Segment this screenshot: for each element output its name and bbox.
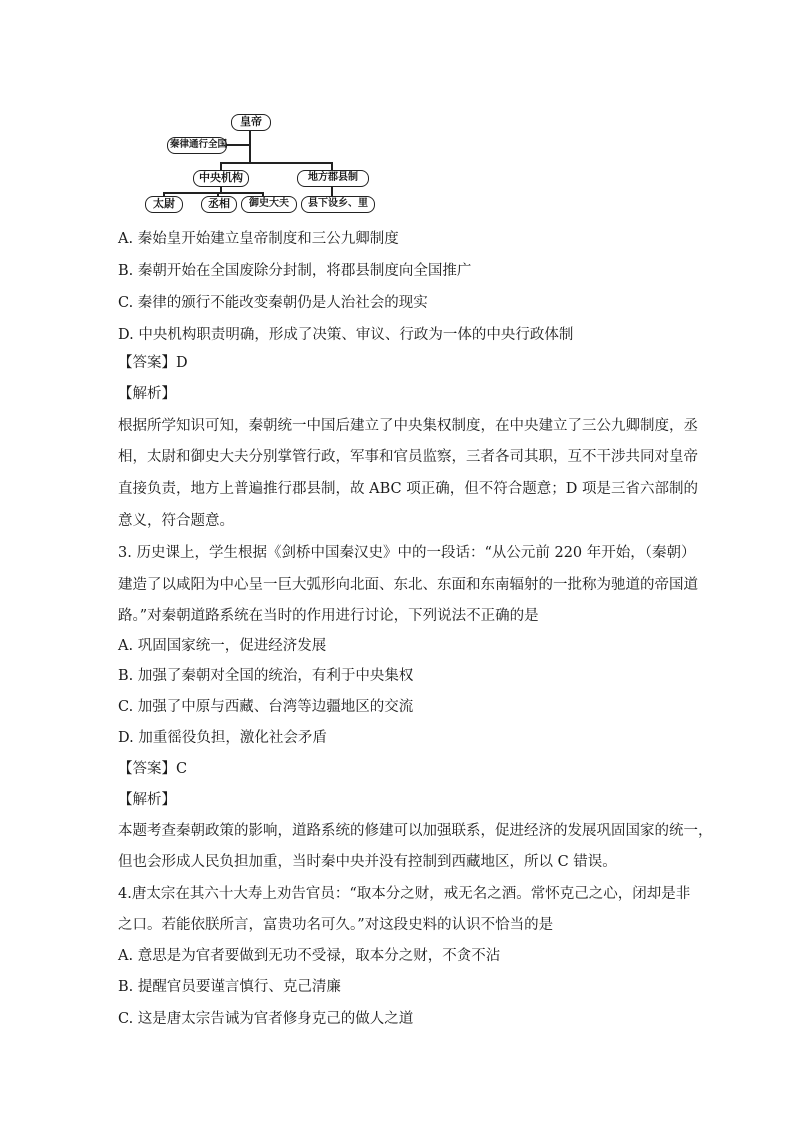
node-local-commandery-county: 地方郡县制 [297, 170, 369, 187]
q3-option-a: A. 巩固国家统一，促进经济发展 [118, 638, 327, 654]
connector-line [249, 130, 251, 163]
q2-analysis-line: 意义，符合题意。 [118, 513, 234, 529]
connector-line [220, 162, 332, 164]
q3-option-c: C. 加强了中原与西藏、台湾等边疆地区的交流 [118, 699, 414, 715]
q2-analysis-line: 相，太尉和御史大夫分别掌管行政，军事和官员监察，三者各司其职，互不干涉共同对皇帝 [118, 449, 698, 465]
q3-answer: 【答案】C [118, 761, 188, 777]
q3-analysis-line: 本题考查秦朝政策的影响，道路系统的修建可以加强联系，促进经济的发展巩固国家的统一， [118, 823, 713, 839]
node-taiwei: 太尉 [145, 196, 183, 213]
q2-option-b: B. 秦朝开始在全国废除分封制，将郡县制度向全国推广 [118, 263, 472, 279]
connector-line [331, 186, 333, 196]
connector-line [225, 144, 250, 146]
q3-analysis-line: 但也会形成人民负担加重，当时秦中央并没有控制到西藏地区，所以 C 错误。 [118, 854, 617, 870]
q2-answer: 【答案】D [118, 355, 188, 371]
q4-option-b: B. 提醒官员要谨言慎行、克己清廉 [118, 979, 341, 995]
connector-line [163, 192, 263, 194]
node-central-institutions: 中央机构 [193, 170, 249, 187]
q2-option-a: A. 秦始皇开始建立皇帝制度和三公九卿制度 [118, 231, 399, 247]
q4-stem-line: 4.唐太宗在其六十大寿上劝告官员：“取本分之财，戒无名之酒。常怀克己之心，闭却是非 [118, 886, 691, 902]
q2-analysis-line: 直接负责，地方上普遍推行郡县制，故 ABC 项正确，但不符合题意；D 项是三省六部制的 [118, 481, 698, 497]
q4-option-c: C. 这是唐太宗告诫为官者修身克己的做人之道 [118, 1011, 414, 1027]
q4-stem-line: 之口。若能依朕所言，富贵功名可久。”对这段史料的认识不恰当的是 [118, 917, 554, 933]
q2-analysis-line: 根据所学知识可知，秦朝统一中国后建立了中央集权制度，在中央建立了三公九卿制度，丞 [118, 418, 698, 434]
q3-option-b: B. 加强了秦朝对全国的统治，有利于中央集权 [118, 668, 414, 684]
q2-option-d: D. 中央机构职责明确，形成了决策、审议、行政为一体的中央行政体制 [118, 327, 574, 343]
node-yushi-dafu: 御史大夫 [241, 196, 297, 213]
q3-stem-line: 路。”对秦朝道路系统在当时的作用进行讨论，下列说法不正确的是 [118, 608, 539, 624]
q2-option-c: C. 秦律的颁行不能改变秦朝仍是人治社会的现实 [118, 295, 428, 311]
node-chengxiang: 丞相 [201, 196, 237, 213]
q3-analysis-heading: 【解析】 [118, 792, 176, 808]
node-county-township: 县下设乡、里 [301, 196, 375, 213]
q3-option-d: D. 加重徭役负担，激化社会矛盾 [118, 730, 327, 746]
qin-government-diagram [145, 108, 385, 218]
q3-stem-line: 3. 历史课上，学生根据《剑桥中国秦汉史》中的一段话：“从公元前 220 年开始，（秦朝） [118, 545, 696, 561]
q2-analysis-heading: 【解析】 [118, 386, 176, 402]
q4-option-a: A. 意思是为官者要做到无功不受禄，取本分之财，不贪不沾 [118, 948, 501, 964]
node-qin-law: 秦律通行全国 [167, 137, 227, 154]
node-emperor: 皇帝 [231, 114, 271, 131]
q3-stem-line: 建造了以咸阳为中心呈一巨大弧形向北面、东北、东面和东南辐射的一批称为驰道的帝国道 [118, 577, 698, 593]
